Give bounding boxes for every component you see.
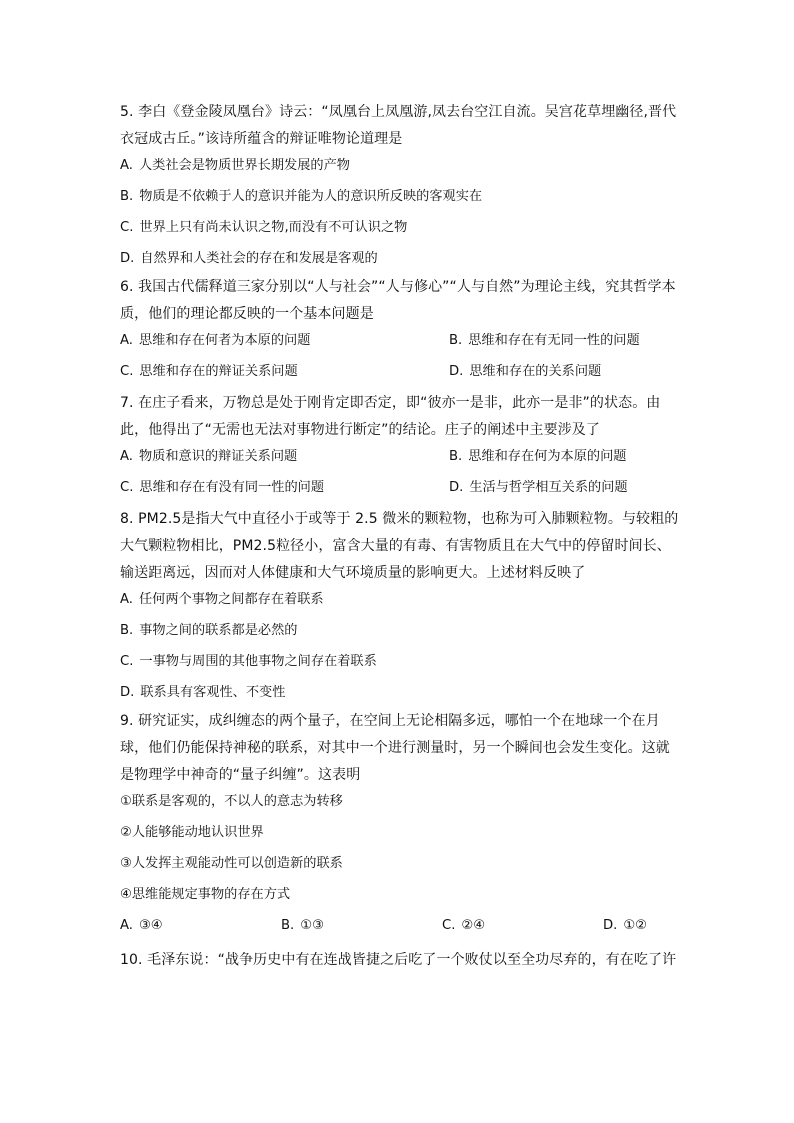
option-label: A.: [120, 449, 133, 464]
question-7: [120, 390, 680, 497]
option-text: 思维和存在何为本原的问题: [468, 449, 627, 464]
option-text: 世界上只有尚未认识之物,而没有不可认识之物: [139, 220, 408, 235]
question-7-option-b: [449, 447, 680, 466]
question-8-option-b: [120, 621, 680, 640]
option-text: 思维和存在的关系问题: [469, 364, 602, 379]
option-label: A.: [120, 333, 133, 348]
option-label: B.: [281, 918, 295, 933]
option-text: 任何两个事物之间都存在着联系: [138, 592, 324, 607]
option-text: 思维和存在有没有同一性的问题: [139, 480, 325, 495]
option-label: B.: [120, 623, 134, 638]
question-6-stem: 6. 我国古代儒释道三家分别以“人与社会”“人与修心”“人与自然”为理论主线，究其哲学本质，他们的理论都反映的一个基本问题是: [120, 279, 676, 322]
option-text: 事物之间的联系都是必然的: [139, 623, 298, 638]
option-label: D.: [603, 918, 618, 933]
option-text: 人类社会是物质世界长期发展的产物: [138, 158, 350, 173]
option-label: C.: [442, 918, 456, 933]
question-6-option-a: [120, 331, 449, 350]
question-6-options: [120, 331, 680, 381]
question-10: [120, 947, 680, 974]
option-text: 物质是不依赖于人的意识并能为人的意识所反映的客观实在: [139, 189, 483, 204]
option-label: A.: [120, 592, 133, 607]
question-9-options: [120, 916, 680, 935]
question-5-option-b: [120, 187, 680, 206]
question-9-option-d: [603, 916, 680, 935]
question-7-options: [120, 447, 680, 497]
option-label: A.: [120, 158, 133, 173]
option-text: ①③: [300, 918, 324, 933]
question-6-option-c: [120, 362, 449, 381]
question-8-option-d: [120, 683, 680, 702]
option-text: 自然界和人类社会的存在和发展是客观的: [140, 251, 378, 266]
question-9-statement-3: ③人发挥主观能动性可以创造新的联系: [120, 856, 343, 871]
option-label: C.: [120, 364, 134, 379]
option-label: D.: [120, 251, 135, 266]
question-5: [120, 99, 680, 268]
question-7-option-d: [449, 478, 680, 497]
question-9-statement-1: ①联系是客观的，不以人的意志为转移: [120, 794, 343, 809]
question-8: [120, 506, 680, 702]
option-label: B.: [449, 449, 463, 464]
question-9-option-c: [442, 916, 603, 935]
question-7-option-a: [120, 447, 449, 466]
option-text: 物质和意识的辩证关系问题: [138, 449, 298, 464]
question-6-option-d: [449, 362, 680, 381]
option-text: ③④: [138, 918, 163, 933]
question-9-stem: 9. 研究证实，成纠缠态的两个量子，在空间上无论相隔多远，哪怕一个在地球一个在月球，他们仍能保持神秘的联系，对其中一个进行测量时，另一个瞬间也会发生变化。这就是物理学中神奇的“量子纠缠”。这表明: [120, 713, 670, 783]
question-9: [120, 708, 680, 935]
question-6: [120, 274, 680, 381]
option-label: D.: [449, 364, 464, 379]
option-label: A.: [120, 918, 133, 933]
question-7-option-c: [120, 478, 449, 497]
option-text: 一事物与周围的其他事物之间存在着联系: [139, 654, 377, 669]
question-5-option-c: [120, 218, 680, 237]
question-8-option-a: [120, 590, 680, 609]
question-5-option-d: [120, 249, 680, 268]
question-7-stem: 7. 在庄子看来，万物总是处于刚肯定即否定，即“彼亦一是非，此亦一是非”的状态。由此，他得出了“无需也无法对事物进行断定”的结论。庄子的阐述中主要涉及了: [120, 395, 661, 438]
question-5-option-a: [120, 156, 680, 175]
question-9-statement-2: ②人能够能动地认识世界: [120, 825, 264, 840]
option-text: ②④: [461, 918, 486, 933]
option-text: 思维和存在的辩证关系问题: [139, 364, 298, 379]
option-label: B.: [449, 333, 463, 348]
option-text: ①②: [623, 918, 648, 933]
question-9-option-b: [281, 916, 442, 935]
question-8-option-c: [120, 652, 680, 671]
question-10-stem: 10. 毛泽东说：“战争历史中有在连战皆捷之后吃了一个败仗以至全功尽弃的，有在吃了许: [120, 952, 677, 968]
option-text: 生活与哲学相互关系的问题: [469, 480, 628, 495]
option-label: C.: [120, 654, 134, 669]
question-6-option-b: [449, 331, 680, 350]
option-label: D.: [120, 685, 135, 700]
option-label: C.: [120, 220, 134, 235]
option-label: D.: [449, 480, 464, 495]
option-text: 思维和存在何者为本原的问题: [138, 333, 311, 348]
option-text: 联系具有客观性、不变性: [140, 685, 286, 700]
option-label: C.: [120, 480, 134, 495]
option-label: B.: [120, 189, 134, 204]
question-9-statement-4: ④思维能规定事物的存在方式: [120, 887, 291, 902]
question-5-stem: 5. 李白《登金陵凤凰台》诗云：“凤凰台上凤凰游,凤去台空江自流。吴宫花草埋幽径,晋代衣冠成古丘。”该诗所蕴含的辩证唯物论道理是: [120, 104, 677, 147]
question-8-stem: 8. PM2.5是指大气中直径小于或等于 2.5 微米的颗粒物，也称为可入肺颗粒物。与较粗的大气颗粒物相比，PM2.5粒径小，富含大量的有毒、有害物质且在大气中的停留时间长、输送距离远，因而对人体健康和大气环境质量的影响更大。上述材料反映了: [120, 511, 679, 581]
question-9-option-a: [120, 916, 281, 935]
question-list: [120, 99, 680, 977]
option-text: 思维和存在有无同一性的问题: [468, 333, 640, 348]
